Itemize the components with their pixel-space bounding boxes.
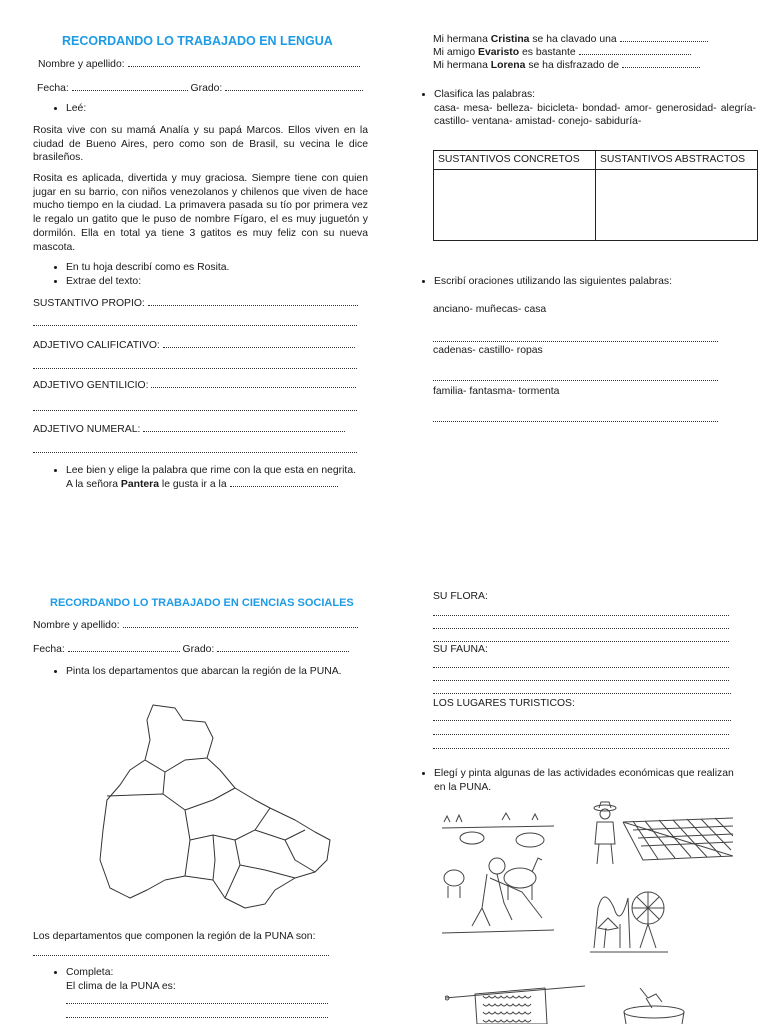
lengua-fecha-field[interactable] bbox=[72, 90, 188, 91]
answer-line[interactable] bbox=[33, 325, 357, 326]
lengua-fecha-label: Fecha: bbox=[37, 83, 69, 94]
sentence-post: es bastante bbox=[521, 47, 576, 58]
map-outline-icon[interactable] bbox=[95, 700, 340, 910]
header-concretos: SUSTANTIVOS CONCRETOS bbox=[434, 151, 596, 170]
field-adjetivo-calificativo bbox=[33, 339, 355, 353]
lengua-lee-list bbox=[48, 102, 86, 116]
word-group-1: anciano- muñecas- casa bbox=[433, 304, 547, 315]
sentence-post: se ha clavado una bbox=[532, 34, 617, 45]
cell-abstractos[interactable] bbox=[596, 169, 758, 240]
elegi-list bbox=[416, 767, 744, 794]
answer-line[interactable] bbox=[33, 452, 357, 453]
adjetivo-numeral-label: ADJETIVO NUMERAL: bbox=[33, 424, 141, 435]
lengua-rhyme-list bbox=[48, 464, 386, 491]
rhyme-answer[interactable] bbox=[230, 486, 338, 487]
sentence-bold-word: Cristina bbox=[490, 34, 530, 45]
field-adjetivo-numeral bbox=[33, 423, 345, 437]
fauna-label: SU FAUNA: bbox=[433, 644, 488, 655]
answer-line[interactable] bbox=[433, 341, 718, 342]
lengua-paragraph-1: Rosita vive con su mamá Analía y su papá Marcos. Ellos viven en la ciudad de Bueno Aires, pero como son de Brasil, su vecina le dice brasileños. bbox=[33, 125, 368, 164]
answer-line[interactable] bbox=[433, 380, 718, 381]
answer-line[interactable] bbox=[33, 955, 329, 956]
lengua-rhyme-instruction bbox=[66, 464, 386, 491]
sociales-name-row bbox=[33, 619, 358, 633]
sentence-bold-word: Lorena bbox=[490, 60, 526, 71]
turisticos-label: LOS LUGARES TURISTICOS: bbox=[433, 698, 575, 709]
answer-line[interactable] bbox=[66, 1017, 328, 1018]
deptos-label: Los departamentos que componen la región de la PUNA son: bbox=[33, 931, 316, 942]
sentence-pre: Mi hermana bbox=[433, 60, 488, 71]
field-sustantivo-propio bbox=[33, 297, 358, 311]
sociales-grado-label: Grado: bbox=[182, 644, 215, 655]
header-abstractos: SUSTANTIVOS ABSTRACTOS bbox=[596, 151, 758, 170]
sentence-1 bbox=[433, 33, 708, 47]
sustantivo-propio-answer[interactable] bbox=[148, 305, 358, 306]
lengua-lee: • Leé: bbox=[66, 102, 86, 116]
lengua-paragraph-2: Rosita es aplicada, divertida y muy graciosa. Siempre tiene con quien jugar en su barrio, con niños venezolanos y chilenos que viven de hace mucho tiempo en la ciudad. La primavera pasada su tío por primera vez le regalo un gatito que le puso de nombre Fígaro, el es muy juguetón y dormilón. Ella en total ya tiene 3 gatitos es muy feliz con su nueva mascota. bbox=[33, 173, 368, 253]
clasifica-instruction bbox=[434, 88, 756, 129]
sentence-bold-word: Evaristo bbox=[478, 47, 520, 58]
lengua-instructions bbox=[48, 261, 229, 288]
answer-line[interactable] bbox=[433, 667, 729, 668]
rhyme-instruction-text: Lee bien y elige la palabra que rime con la que esta en negrita. bbox=[66, 465, 356, 476]
clima-label: El clima de la PUNA es: bbox=[66, 980, 176, 992]
sociales-date-row bbox=[33, 643, 349, 657]
llama-herding-illustration-icon[interactable] bbox=[442, 808, 554, 938]
sentence-3 bbox=[433, 59, 700, 73]
cell-concretos[interactable] bbox=[434, 169, 596, 240]
answer-line[interactable] bbox=[433, 734, 729, 735]
sociales-fecha-label: Fecha: bbox=[33, 644, 65, 655]
completa-label: Completa: bbox=[66, 967, 114, 978]
answer-line[interactable] bbox=[433, 748, 729, 749]
lengua-name-label: Nombre y apellido: bbox=[38, 59, 125, 70]
sociales-name-label: Nombre y apellido: bbox=[33, 620, 120, 631]
answer-line[interactable] bbox=[433, 421, 718, 422]
sentence-2 bbox=[433, 46, 691, 60]
sentence-pre: Mi hermana bbox=[433, 34, 488, 45]
rhyme-pre: A la señora bbox=[66, 478, 118, 490]
lengua-date-row bbox=[37, 82, 363, 96]
adjetivo-calificativo-label: ADJETIVO CALIFICATIVO: bbox=[33, 340, 160, 351]
amusement-park-illustration-icon[interactable] bbox=[590, 878, 668, 956]
classification-table bbox=[433, 150, 758, 241]
lengua-grado-field[interactable] bbox=[225, 90, 363, 91]
clasifica-list bbox=[416, 88, 756, 129]
rhyme-post: le gusta ir a la bbox=[161, 478, 227, 490]
sociales-name-field[interactable] bbox=[123, 627, 358, 628]
word-group-3: familia- fantasma- tormenta bbox=[433, 386, 560, 397]
completa-instruction bbox=[66, 966, 176, 993]
answer-line[interactable] bbox=[433, 615, 729, 616]
answer-line[interactable] bbox=[33, 410, 357, 411]
adjetivo-gentilicio-answer[interactable] bbox=[151, 387, 356, 388]
adjetivo-gentilicio-label: ADJETIVO GENTILICIO: bbox=[33, 380, 149, 391]
sociales-fecha-field[interactable] bbox=[68, 651, 180, 652]
lengua-instruction-describi: • En tu hoja describí como es Rosita. bbox=[66, 261, 229, 275]
flora-label: SU FLORA: bbox=[433, 591, 488, 602]
sentence-answer[interactable] bbox=[622, 67, 700, 68]
answer-line[interactable] bbox=[33, 368, 357, 369]
escribi-list bbox=[416, 275, 672, 289]
completa-list bbox=[48, 966, 176, 993]
sentence-pre: Mi amigo bbox=[433, 47, 476, 58]
lengua-name-field[interactable] bbox=[128, 66, 360, 67]
sentence-answer[interactable] bbox=[579, 54, 691, 55]
field-adjetivo-gentilicio bbox=[33, 379, 356, 393]
answer-line[interactable] bbox=[433, 720, 731, 721]
adjetivo-calificativo-answer[interactable] bbox=[163, 347, 355, 348]
pinta-list bbox=[48, 665, 342, 679]
sustantivo-propio-label: SUSTANTIVO PROPIO: bbox=[33, 298, 145, 309]
sentence-answer[interactable] bbox=[620, 41, 708, 42]
sociales-grado-field[interactable] bbox=[217, 651, 349, 652]
escribi-instruction: • Escribí oraciones utilizando las siguientes palabras: bbox=[434, 275, 672, 289]
answer-line[interactable] bbox=[433, 628, 729, 629]
farmer-field-illustration-icon[interactable] bbox=[583, 800, 733, 868]
clasifica-label: Clasifica las palabras: bbox=[434, 89, 536, 100]
lengua-name-row bbox=[38, 58, 360, 72]
clasifica-words: casa- mesa- belleza- bicicleta- bondad- amor- generosidad- alegría- castillo- ventana- amistad- conejo- sabiduría- bbox=[434, 102, 756, 128]
weaving-illustration-icon[interactable] bbox=[618, 988, 690, 1024]
word-group-2: cadenas- castillo- ropas bbox=[433, 345, 543, 356]
elegi-instruction: • Elegí y pinta algunas de las actividades económicas que realizan en la PUNA. bbox=[434, 767, 744, 794]
rhyme-bold-word: Pantera bbox=[120, 478, 160, 490]
answer-line[interactable] bbox=[433, 641, 729, 642]
lengua-instruction-extrae: • Extrae del texto: bbox=[66, 275, 229, 289]
lengua-title: RECORDANDO LO TRABAJADO EN LENGUA bbox=[62, 34, 333, 48]
pinta-instruction: • Pinta los departamentos que abarcan la región de la PUNA. bbox=[66, 665, 342, 679]
answer-line[interactable] bbox=[433, 680, 729, 681]
adjetivo-numeral-answer[interactable] bbox=[143, 431, 345, 432]
knitting-illustration-icon[interactable] bbox=[445, 972, 585, 1024]
answer-line[interactable] bbox=[433, 693, 731, 694]
sentence-post: se ha disfrazado de bbox=[528, 60, 620, 71]
lengua-grado-label: Grado: bbox=[190, 83, 223, 94]
answer-line[interactable] bbox=[66, 1003, 328, 1004]
sociales-title: RECORDANDO LO TRABAJADO EN CIENCIAS SOCIALES bbox=[50, 597, 354, 609]
